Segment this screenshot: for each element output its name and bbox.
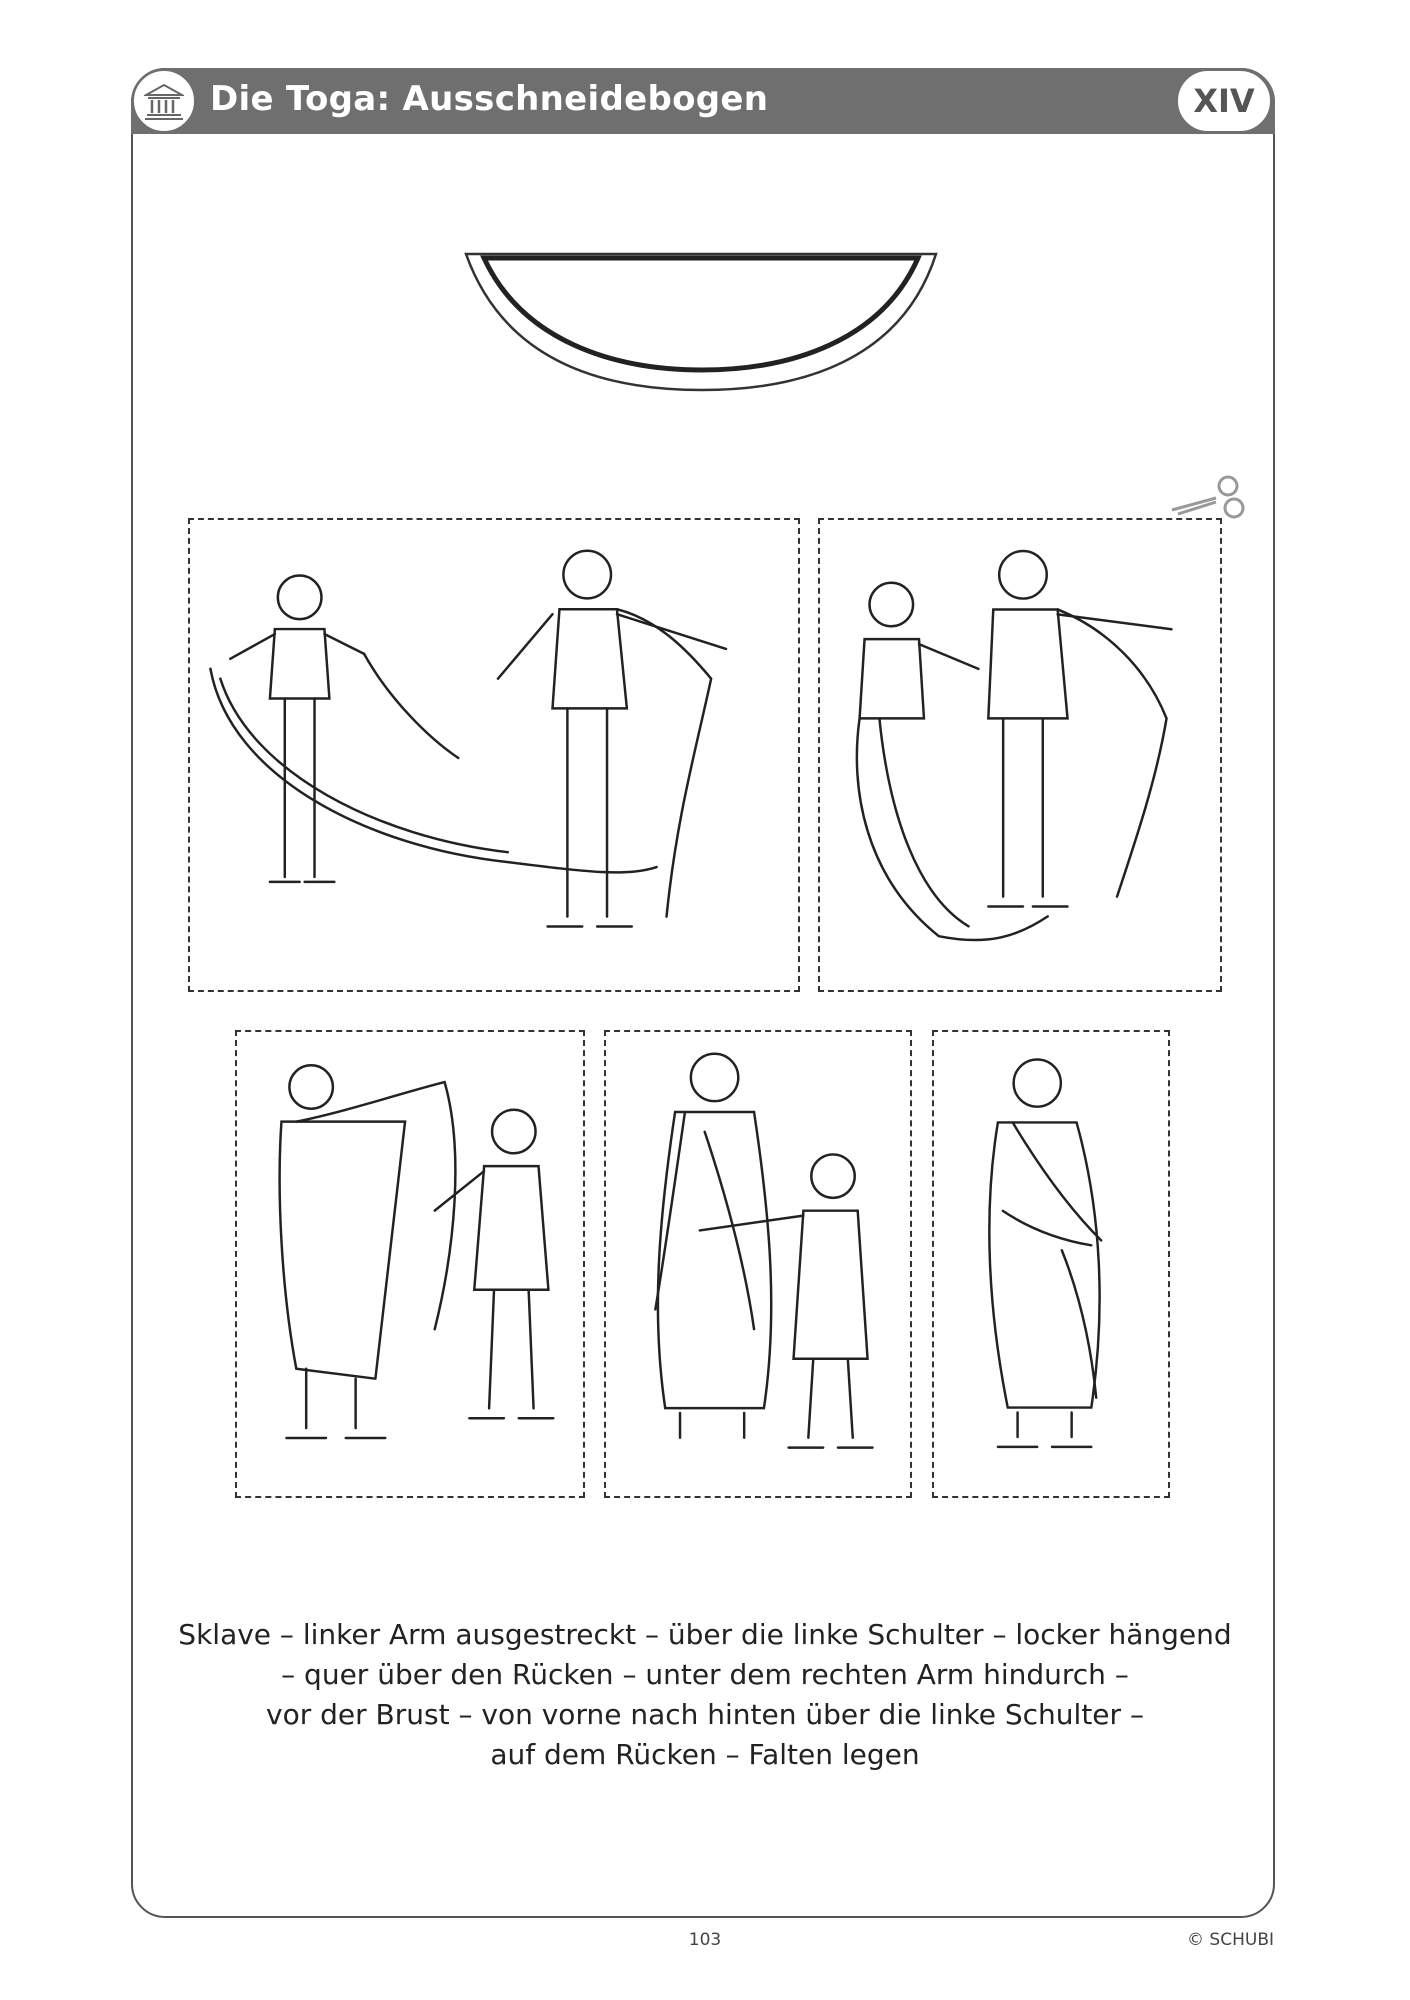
illustration-slave-holds-toga-outstretched-arm-icon [190,520,798,990]
illustration-toga-over-left-shoulder-icon [820,520,1220,990]
page-number: 103 [688,1930,722,1950]
illustration-toga-across-back-icon [237,1032,583,1496]
instruction-line-3: vor der Brust – von vorne nach hinten über die linke Schulter – [266,1698,1144,1731]
illustration-folds-on-back-icon [606,1032,910,1496]
chapter-badge: XIV [1176,69,1272,133]
panel-back-view [604,1030,912,1498]
panel-across-back [235,1030,585,1498]
page-title: Die Toga: Ausschneidebogen [210,79,769,119]
panel-slave-holding-toga [188,518,800,992]
scissors-icon [1170,470,1250,520]
toga-semicircle-icon [462,240,942,400]
instructions [170,1615,1240,1775]
instruction-line-1: Sklave – linker Arm ausgestreckt – über die linke Schulter – locker hängend [178,1618,1232,1651]
copyright: © SCHUBI [1187,1930,1274,1950]
panel-over-left-shoulder [818,518,1222,992]
panel-finished-toga [932,1030,1170,1498]
temple-icon [132,69,196,133]
instruction-line-2: – quer über den Rücken – unter dem rechten Arm hindurch – [281,1658,1129,1691]
instruction-line-4: auf dem Rücken – Falten legen [490,1738,920,1771]
illustration-finished-toga-icon [934,1032,1168,1496]
